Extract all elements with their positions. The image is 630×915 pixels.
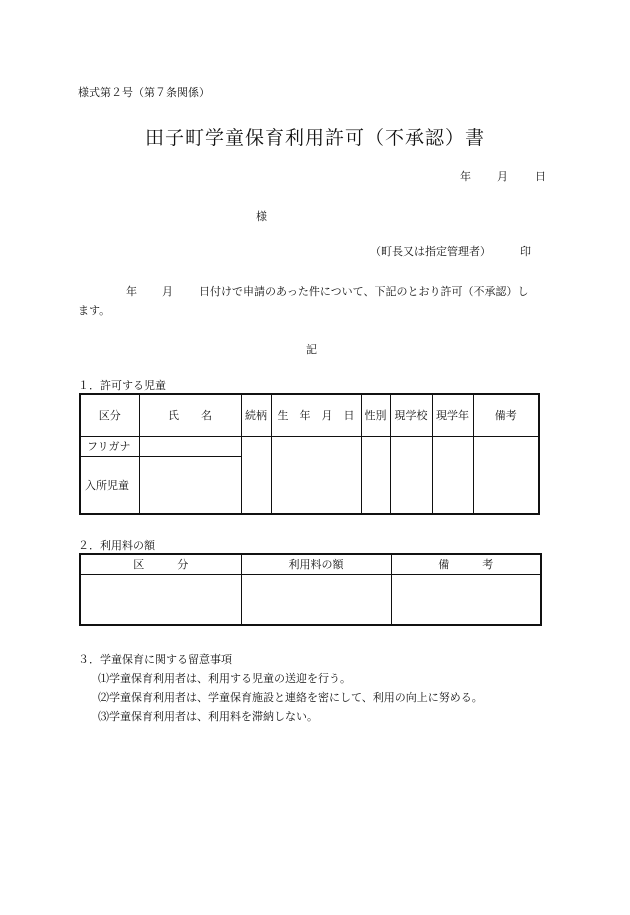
remarks-cell xyxy=(473,436,539,514)
body-line1: 日付けで申請のあった件について、下記のとおり許可（不承認）し xyxy=(199,285,529,298)
section3-heading: ３．学童保育に関する留意事項 xyxy=(78,653,232,666)
sex-cell xyxy=(361,436,390,514)
children-table xyxy=(79,393,540,515)
header-school: 現学校 xyxy=(390,394,432,436)
note-item-3: ⑶学童保育利用者は、利用料を滞納しない。 xyxy=(98,710,318,723)
header-name: 氏 名 xyxy=(139,394,241,436)
furigana-label: フリガナ xyxy=(80,436,139,456)
fee-table xyxy=(79,553,542,626)
fee-amount-cell xyxy=(241,574,391,625)
furigana-row xyxy=(80,436,539,456)
relation-cell xyxy=(241,436,271,514)
date-day-label: 日 xyxy=(535,170,546,183)
fee-header-remarks: 備 考 xyxy=(391,554,541,574)
school-cell xyxy=(390,436,432,514)
note-item-1: ⑴学童保育利用者は、利用する児童の送迎を行う。 xyxy=(98,672,351,685)
header-sex: 性別 xyxy=(361,394,390,436)
fee-category-cell xyxy=(80,574,241,625)
date-year-label: 年 xyxy=(460,170,471,183)
section2-heading: ２．利用料の額 xyxy=(78,539,155,552)
birthdate-cell xyxy=(271,436,361,514)
fee-header-category: 区 分 xyxy=(80,554,241,574)
note-item-2: ⑵学童保育利用者は、学童保育施設と連絡を密にして、利用の向上に努める。 xyxy=(98,691,483,704)
header-remarks: 備考 xyxy=(473,394,539,436)
fee-header-amount: 利用料の額 xyxy=(241,554,391,574)
header-relation: 続柄 xyxy=(241,394,271,436)
seal-mark: 印 xyxy=(520,245,531,258)
child-label: 入所児童 xyxy=(80,456,139,514)
document-title: 田子町学童保育利用許可（不承認）書 xyxy=(144,127,485,149)
child-name-cell xyxy=(139,456,241,514)
body-line2: ます。 xyxy=(78,304,111,317)
section1-heading: １．許可する児童 xyxy=(78,379,166,392)
fee-header-row xyxy=(80,554,541,574)
furigana-name-cell xyxy=(139,436,241,456)
body-year: 年 xyxy=(126,285,137,298)
addressee-suffix: 様 xyxy=(256,210,267,223)
fee-remarks-cell xyxy=(391,574,541,625)
issuer-label: （町長又は指定管理者） xyxy=(370,245,491,258)
grade-cell xyxy=(432,436,473,514)
fee-row xyxy=(80,574,541,625)
date-month-label: 月 xyxy=(497,170,508,183)
header-category: 区分 xyxy=(80,394,139,436)
children-header-row xyxy=(80,394,539,436)
form-number: 様式第２号（第７条関係） xyxy=(78,86,210,99)
ki-mark: 記 xyxy=(306,343,317,356)
body-month: 月 xyxy=(162,285,173,298)
header-grade: 現学年 xyxy=(432,394,473,436)
header-birthdate: 生 年 月 日 xyxy=(271,394,361,436)
